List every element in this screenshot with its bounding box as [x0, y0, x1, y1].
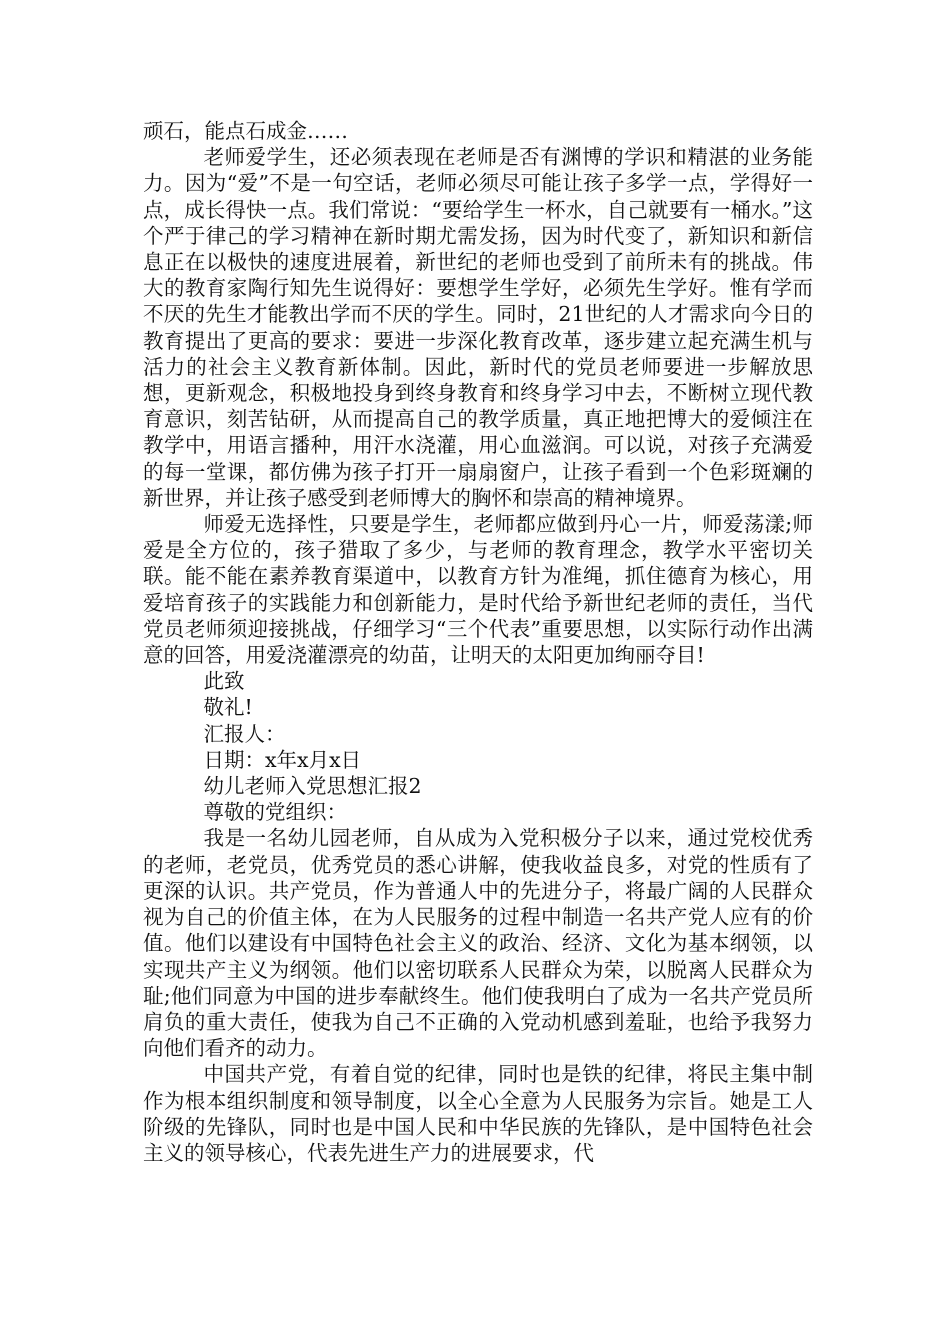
paragraph-4: 我是一名幼儿园老师，自从成为入党积极分子以来，通过党校优秀的老师，老党员，优秀党员的悉心讲解，使我收益良多，对党的性质有了更深的认识。共产党员，作为普通人中的先进分子，将最广阔的人民群众视为自己的价值主体，在为人民服务的过程中制造一名共产党人应有的价值。他们以建设有中国特色社会主义的政治、经济、文化为基本纲领，以实现共产主义为纲领。他们以密切联系人民群众为荣，以脱离人民群众为耻;他们同意为中国的进步奉献终生。他们使我明白了成为一名共产党员所肩负的重大责任，使我为自己不正确的入党动机感到羞耻，也给予我努力向他们看齐的动力。 — [143, 826, 813, 1061]
reporter-line: 汇报人： — [203, 721, 286, 746]
section-title: 幼儿老师入党思想汇报2 — [203, 774, 422, 799]
date-line: 日期：x年x月x日 — [203, 747, 362, 772]
paragraph-5: 中国共产党，有着自觉的纪律，同时也是铁的纪律，将民主集中制作为根本组织制度和领导制度，以全心全意为人民服务为宗旨。她是工人阶级的先锋队，同时也是中国人民和中华民族的先锋队，是中国特色社会主义的领导核心，代表先进生产力的进展要求，代 — [143, 1062, 813, 1165]
greeting-line: 尊敬的党组织： — [203, 800, 347, 825]
paragraph-2: 老师爱学生，还必须表现在老师是否有渊博的学识和精湛的业务能力。因为“爱”不是一句空话，老师必须尽可能让孩子多学一点，学得好一点，成长得快一点。我们常说：“要给学生一杯水，自己就要有一桶水。”这个严于律己的学习精神在新时期尤需发扬，因为时代变了，新知识和新信息正在以极快的速度进展着，新世纪的老师也受到了前所未有的挑战。伟大的教育家陶行知先生说得好：要想学生学好，必须先生学好。惟有学而不厌的先生才能教出学而不厌的学生。同时，21世纪的人才需求向今日的教育提出了更高的要求：要进一步深化教育改革，逐步建立起充满生机与活力的社会主义教育新体制。因此，新时代的党员老师要进一步解放思想，更新观念，积极地投身到终身教育和终身学习中去，不断树立现代教育意识，刻苦钻研，从而提高自己的教学质量，真正地把博大的爱倾注在教学中，用语言播种，用汗水浇灌，用心血滋润。可以说，对孩子充满爱的每一堂课，都仿佛为孩子打开一扇扇窗户，让孩子看到一个色彩斑斓的新世界，并让孩子感受到老师博大的胸怀和崇高的精神境界。 — [143, 145, 813, 510]
paragraph-1: 顽石，能点石成金…… — [143, 119, 348, 143]
paragraph-3: 师爱无选择性，只要是学生，老师都应做到丹心一片，师爱荡漾;师爱是全方位的，孩子猎取了多少，与老师的教育理念，教学水平密切关联。能不能在素养教育渠道中，以教育方针为准绳，抓住德育为核心，用爱培育孩子的实践能力和创新能力，是时代给予新世纪老师的责任，当代党员老师须迎接挑战，仔细学习“三个代表”重要思想，以实际行动作出满意的回答，用爱浇灌漂亮的幼苗，让明天的太阳更加绚丽夺目! — [143, 512, 813, 668]
closing-salutation: 此致 — [203, 669, 245, 694]
document-page — [143, 118, 813, 1166]
closing-regards: 敬礼! — [203, 695, 253, 720]
